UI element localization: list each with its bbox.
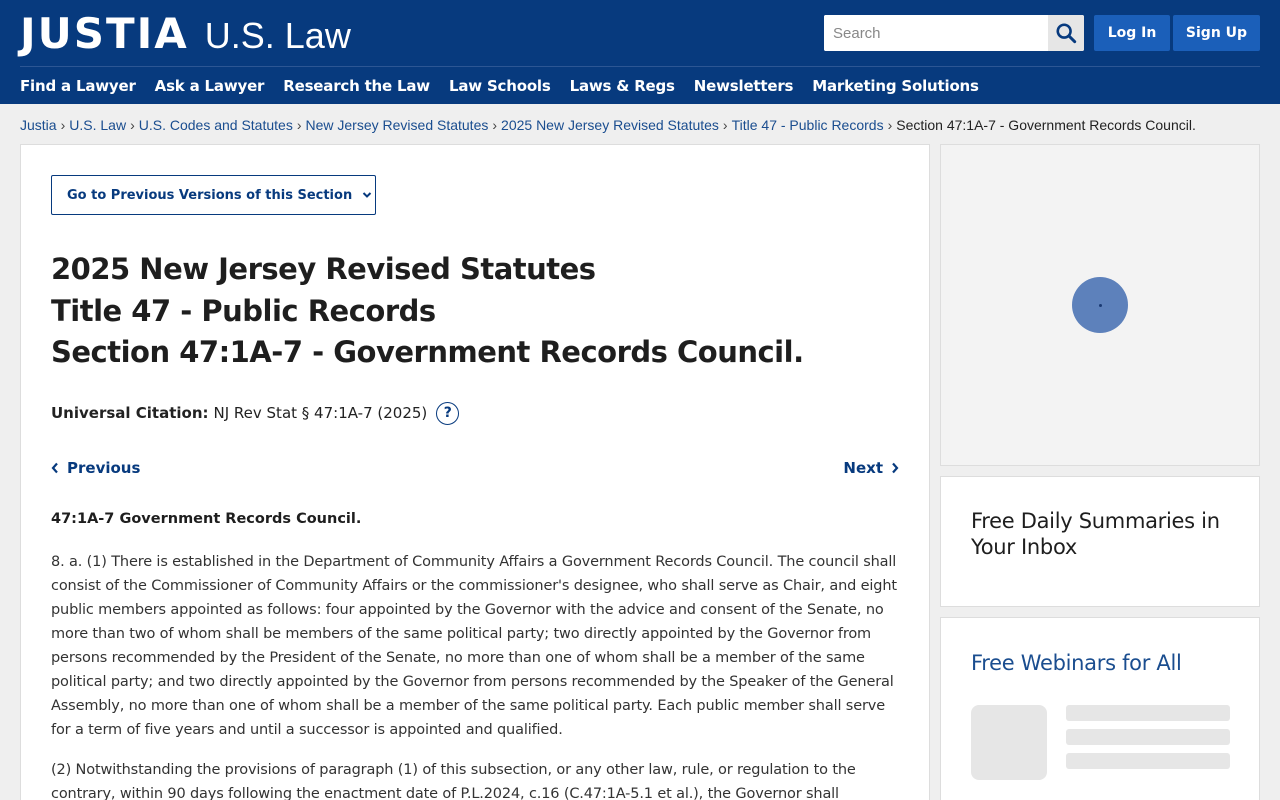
- main-nav: [20, 75, 998, 97]
- statute-paragraph: (2) Notwithstanding the provisions of paragraph (1) of this subsection, or any other law, rule, or regulation to the contrary, within 90 days following the enactment date of P.L.2024, c.16 (C.47:1A-5.1 et al.), the Governor shall: [51, 762, 856, 800]
- skeleton-line: [1066, 753, 1230, 769]
- site-header: [0, 0, 1280, 104]
- search-button[interactable]: [1048, 15, 1084, 51]
- chevron-down-icon: [362, 191, 372, 199]
- webinars-title[interactable]: Free Webinars for All: [971, 651, 1182, 675]
- search-box: [824, 15, 1084, 51]
- title-line-section: Section 47:1A-7 - Government Records Council.: [51, 335, 804, 369]
- breadcrumb-current: Section 47:1A-7 - Government Records Council.: [896, 117, 1196, 133]
- ad-placeholder: [940, 144, 1260, 466]
- breadcrumb-justia[interactable]: Justia: [20, 117, 57, 133]
- nav-research-the-law[interactable]: Research the Law: [283, 77, 430, 95]
- title-line-title: Title 47 - Public Records: [51, 293, 436, 328]
- webinars-card: [940, 617, 1260, 800]
- skeleton-line: [1066, 729, 1230, 745]
- justia-logo[interactable]: [20, 9, 351, 58]
- previous-section-link[interactable]: [51, 457, 140, 479]
- spinner-dot: [1099, 304, 1102, 307]
- citation-value: NJ Rev Stat § 47:1A-7 (2025): [213, 404, 428, 422]
- next-label: Next: [843, 459, 883, 477]
- breadcrumb-nj-statutes[interactable]: New Jersey Revised Statutes: [305, 117, 489, 133]
- previous-versions-button[interactable]: [51, 175, 376, 215]
- page-title: [51, 249, 901, 374]
- header-divider: [20, 66, 1260, 67]
- logo-subtitle: U.S. Law: [204, 15, 351, 56]
- nav-marketing-solutions[interactable]: Marketing Solutions: [812, 77, 979, 95]
- citation-label: Universal Citation:: [51, 404, 209, 422]
- previous-versions-label: Go to Previous Versions of this Section: [67, 187, 353, 203]
- section-heading: 47:1A-7 Government Records Council.: [51, 511, 362, 527]
- breadcrumb-separator: ›: [130, 117, 135, 133]
- main-content: [20, 144, 930, 800]
- breadcrumb-us-codes[interactable]: U.S. Codes and Statutes: [138, 117, 293, 133]
- login-button[interactable]: Log In: [1094, 15, 1170, 51]
- next-section-link[interactable]: [843, 457, 899, 479]
- statute-paragraph: 8. a. (1) There is established in the Department of Community Affairs a Government Records Council. The council shall consist of the Commissioner of Community Affairs or the commissioner's designee, who shall serve as Chair, and eight public members appointed as follows: four appointed by the Governor with the advice and consent of the Senate, no more than two of whom shall be members of the same political party; two directly appointed by the Governor from persons recommended by the President of the Senate, no more than one of whom shall be a member of the same political party; and two directly appointed by the Governor from persons recommended by the Speaker of the General Assembly, no more than one of whom shall be a member of the same political party. Each public member shall serve for a term of five years and until a successor is appointed and qualified.: [51, 554, 897, 738]
- breadcrumb-separator: ›: [887, 117, 893, 133]
- nav-newsletters[interactable]: Newsletters: [693, 77, 794, 95]
- breadcrumb-separator: ›: [296, 117, 302, 133]
- chevron-right-icon: [891, 462, 899, 474]
- universal-citation: [51, 401, 459, 425]
- skeleton-thumbnail: [971, 705, 1047, 780]
- breadcrumb: [20, 116, 1260, 134]
- breadcrumb-us-law[interactable]: U.S. Law: [69, 117, 127, 133]
- logo-wordmark: JUSTIA: [20, 9, 189, 58]
- breadcrumb-separator: ›: [492, 117, 498, 133]
- title-line-statutes: 2025 New Jersey Revised Statutes: [51, 252, 596, 286]
- nav-ask-a-lawyer[interactable]: Ask a Lawyer: [154, 77, 265, 95]
- skeleton-line: [1066, 705, 1230, 721]
- help-icon[interactable]: ?: [436, 402, 459, 425]
- search-input[interactable]: [824, 15, 1048, 51]
- daily-summaries-card: [940, 476, 1260, 607]
- breadcrumb-2025-nj-statutes[interactable]: 2025 New Jersey Revised Statutes: [501, 117, 719, 133]
- breadcrumb-separator: ›: [60, 117, 66, 133]
- search-icon: [1055, 22, 1077, 44]
- loading-spinner-icon: [1072, 277, 1128, 333]
- chevron-left-icon: [51, 462, 59, 474]
- breadcrumb-title-47[interactable]: Title 47 - Public Records: [731, 117, 884, 133]
- breadcrumb-separator: ›: [722, 117, 728, 133]
- previous-label: Previous: [67, 459, 141, 477]
- nav-find-a-lawyer[interactable]: Find a Lawyer: [20, 77, 136, 95]
- signup-button[interactable]: Sign Up: [1173, 15, 1260, 51]
- daily-summaries-title: Free Daily Summaries in Your Inbox: [971, 509, 1220, 559]
- nav-laws-and-regs[interactable]: Laws & Regs: [569, 77, 675, 95]
- nav-law-schools[interactable]: Law Schools: [448, 77, 551, 95]
